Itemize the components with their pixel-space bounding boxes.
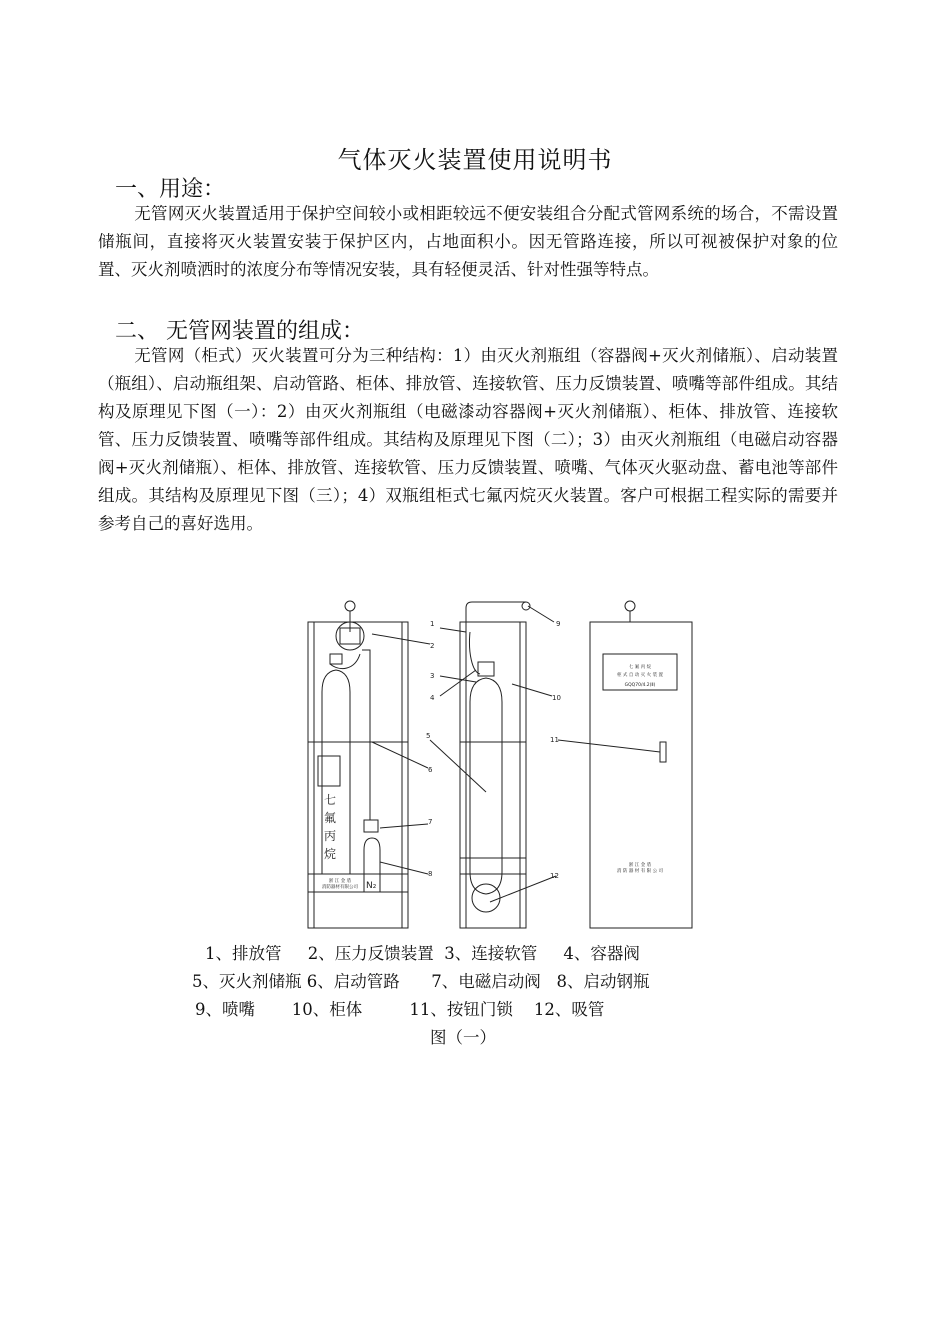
right-panel-maker-2: 消 防 器 材 有 限 公 司 [616,869,664,874]
right-panel-model: GQQ70/4.2(Ⅱ) [624,683,656,688]
device-diagram [300,592,700,932]
page-title: 气体灭火装置使用说明书 [337,146,613,174]
callout-5: 5 [426,732,431,740]
callout-6: 6 [428,766,433,774]
right-panel-title-2: 柜 式 自 动 灭 火 装 置 [616,673,664,678]
right-panel-maker-1: 浙 江 金 盾 [628,863,652,868]
cabinet-char-3: 丙 [324,829,337,843]
left-panel-maker-2: 消防器材有限公司 [322,885,358,890]
section-1-body: 无管网灭火装置适用于保护空间较小或相距较远不便安装组合分配式管网系统的场合，不需设置储瓶间，直接将灭火装置安装于保护区内，占地面积小。因无管路连接，所以可视被保护对象的位置、灭火剂喷洒时的浓度分布等情况安装，具有轻便灵活、针对性强等特点。 [98,204,838,279]
section-2-heading: 二、 无管网装置的组成： [115,319,364,344]
legend-line-2: 5、灭火剂储瓶 6、启动管路 7、电磁启动阀 8、启动钢瓶 [192,972,650,991]
callout-8: 8 [428,870,433,878]
callout-7: 7 [428,818,433,826]
figure-caption: 图（一） [430,1028,496,1047]
cabinet-char-1: 七 [324,793,337,807]
legend-line-3: 9、喷嘴 10、柜体 11、按钮门锁 12、吸管 [195,1000,605,1019]
callout-11: 11 [550,736,559,744]
callout-10: 10 [552,694,561,702]
cabinet-char-2: 氟 [324,811,337,825]
callout-4: 4 [430,694,435,702]
callout-2: 2 [430,642,435,650]
left-panel-maker-1: 浙 江 金 盾 [328,879,352,884]
callout-1: 1 [430,620,435,628]
cabinet-char-4: 烷 [324,847,337,861]
callout-9: 9 [556,620,561,628]
callout-12: 12 [550,872,559,880]
section-2-body: 无管网（柜式）灭火装置可分为三种结构：1）由灭火剂瓶组（容器阀+灭火剂储瓶）、启动装置（瓶组）、启动瓶组架、启动管路、柜体、排放管、连接软管、压力反馈装置、喷嘴等部件组成。其结构及原理见下图（一）：2）由灭火剂瓶组（电磁漆动容器阀+灭火剂储瓶）、柜体、排放管、连接软管、压力反馈装置、喷嘴等部件组成。其结构及原理见下图（二）；3）由灭火剂瓶组（电磁启动容器阀+灭火剂储瓶）、柜体、排放管、连接软管、压力反馈装置、喷嘴、气体灭火驱动盘、蓄电池等部件组成。其结构及原理见下图（三）；4）双瓶组柜式七氟丙烷灭火装置。客户可根据工程实际的需要并参考自己的喜好选用。 [98,346,838,533]
right-panel-title-1: 七 氟 丙 烷 [628,665,652,670]
section-1-heading: 一、用途： [115,177,226,202]
n2-label: N₂ [366,881,377,891]
legend-line-1: 1、排放管 2、压力反馈装置 3、连接软管 4、容器阀 [205,944,640,963]
callout-3: 3 [430,672,435,680]
